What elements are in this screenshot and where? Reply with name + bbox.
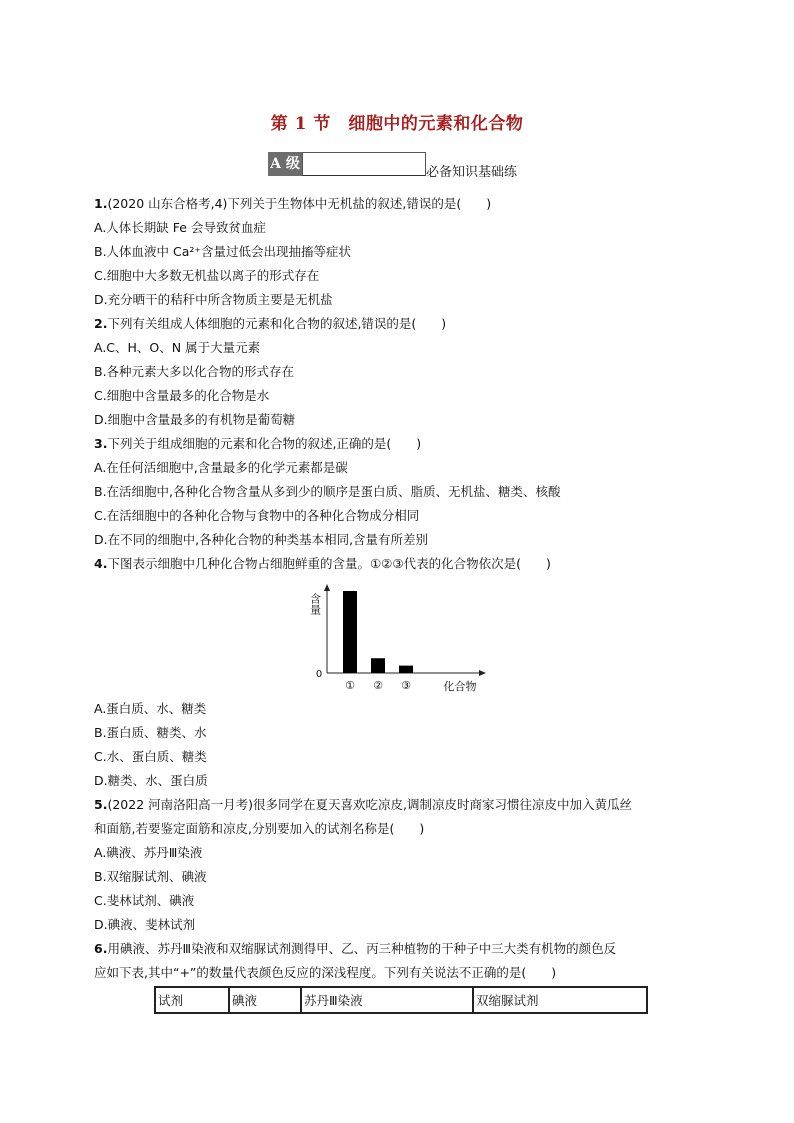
level-tag: A 级 (268, 152, 302, 176)
bar (343, 591, 357, 673)
x-axis-label: 化合物 (443, 680, 477, 693)
question-6-stem-line1: 6.用碘液、苏丹Ⅲ染液和双缩脲试剂测得甲、乙、丙三种植物的干种子中三大类有机物的颜色反 (94, 941, 617, 956)
table-header-cell: 试剂 (155, 987, 229, 1013)
table-header-cell: 苏丹Ⅲ染液 (301, 987, 473, 1013)
question-4-stem: 4.下图表示细胞中几种化合物占细胞鲜重的含量。①②③代表的化合物依次是( ) (94, 556, 551, 571)
reagent-table (154, 986, 648, 1014)
q1-option-a: A.人体长期缺 Fe 会导致贫血症 (94, 220, 266, 235)
bar (371, 658, 385, 673)
question-5-stem-line2: 和面筋,若要鉴定面筋和凉皮,分别要加入的试剂名称是( ) (94, 821, 425, 836)
q2-option-d: D.细胞中含量最多的有机物是葡萄糖 (94, 412, 296, 427)
x-axis-arrow (479, 670, 486, 676)
q2-option-b: B.各种元素大多以化合物的形式存在 (94, 364, 295, 379)
table-header-cell: 双缩脲试剂 (473, 987, 647, 1013)
page-title: 第 1 节 细胞中的元素和化合物 (270, 114, 524, 134)
question-6-stem-line2: 应如下表,其中“+”的数量代表颜色反应的深浅程度。下列有关说法不正确的是( ) (94, 965, 557, 980)
x-tick-label: ② (373, 679, 383, 692)
bar (399, 666, 413, 673)
q4-option-d: D.糖类、水、蛋白质 (94, 773, 208, 788)
level-box (302, 152, 426, 176)
q3-option-a: A.在任何活细胞中,含量最多的化学元素都是碳 (94, 460, 348, 475)
y-axis-label: 含量 (308, 593, 322, 615)
q1-option-d: D.充分晒干的秸秆中所含物质主要是无机盐 (94, 292, 333, 307)
level-text: 必备知识基础练 (426, 165, 518, 180)
q5-option-c: C.斐林试剂、碘液 (94, 893, 195, 908)
question-5-stem-line1: 5.(2022 河南洛阳高一月考)很多同学在夏天喜欢吃凉皮,调制凉皮时商家习惯往凉皮中加入黄瓜丝 (94, 797, 632, 812)
x-tick-label: ③ (401, 679, 411, 692)
q5-option-d: D.碘液、斐林试剂 (94, 917, 196, 932)
q5-option-b: B.双缩脲试剂、碘液 (94, 869, 207, 884)
q3-option-c: C.在活细胞中的各种化合物与食物中的各种化合物成分相同 (94, 508, 420, 523)
q3-option-b: B.在活细胞中,各种化合物含量从多到少的顺序是蛋白质、脂质、无机盐、糖类、核酸 (94, 484, 561, 499)
q2-option-c: C.细胞中含量最多的化合物是水 (94, 388, 270, 403)
x-tick-label: ① (345, 679, 355, 692)
q4-option-b: B.蛋白质、糖类、水 (94, 725, 207, 740)
table-header-cell: 碘液 (229, 987, 301, 1013)
origin-label: 0 (315, 669, 323, 680)
q4-option-c: C.水、蛋白质、糖类 (94, 749, 207, 764)
q5-option-a: A.碘液、苏丹Ⅲ染液 (94, 845, 203, 860)
question-1-stem: 1.(2020 山东合格考,4)下列关于生物体中无机盐的叙述,错误的是( ) (94, 196, 492, 211)
q1-option-b: B.人体血液中 Ca²⁺含量过低会出现抽搐等症状 (94, 244, 352, 259)
question-3-stem: 3.下列关于组成细胞的元素和化合物的叙述,正确的是( ) (94, 436, 422, 451)
y-axis-arrow (324, 584, 330, 591)
q1-option-c: C.细胞中大多数无机盐以离子的形式存在 (94, 268, 320, 283)
q4-option-a: A.蛋白质、水、糖类 (94, 701, 207, 716)
compound-content-chart (295, 583, 495, 695)
question-2-stem: 2.下列有关组成人体细胞的元素和化合物的叙述,错误的是( ) (94, 316, 447, 331)
q3-option-d: D.在不同的细胞中,各种化合物的种类基本相同,含量有所差别 (94, 532, 429, 547)
table-header-row (155, 987, 647, 1013)
q2-option-a: A.C、H、O、N 属于大量元素 (94, 340, 261, 355)
